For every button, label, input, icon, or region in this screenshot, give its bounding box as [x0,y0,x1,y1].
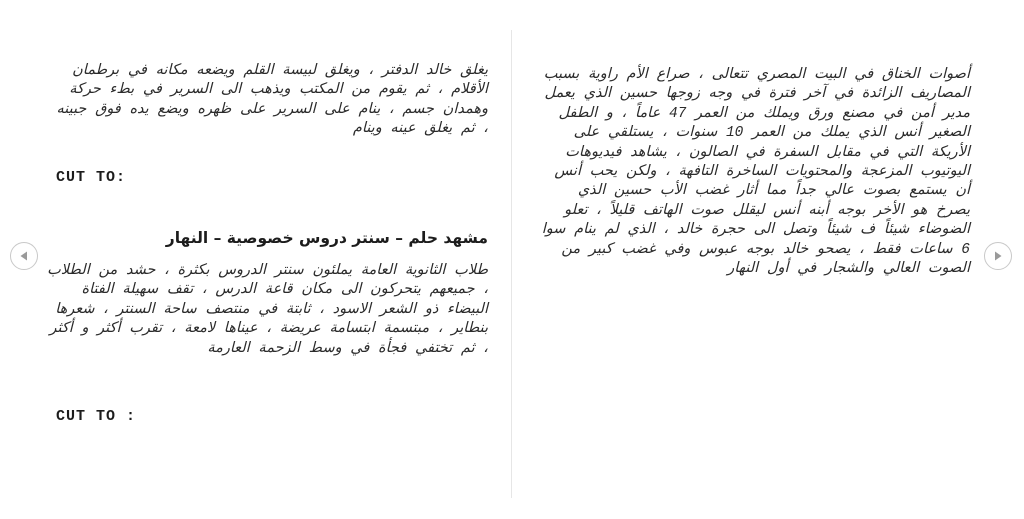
action-paragraph-right: أصوات الخناق في البيت المصري تتعالى ، صراع الأم راوية بسبب المصاريف الزائدة في آخر فترة في وجه زوجها حسين الذي يعمل مدير أمن في مصنع ورق ويملك من العمر 47 عاماً ، و الطفل الصغير أنس الذي يملك من العمر 10 سنوات ، يستلقي على الأريكة التي في مقابل السفرة في الصالون ، يشاهد فيديوهات اليوتيوب المزعجة والمحتويات الساخرة التافهة ، ولكن يحب أنس أن يستمع بصوت عالي جداً مما أثار غضب الأب حسين الذي يصرخ هو الأخر بوجه أبنه أنس ليقلل صوت الهاتف قليلاً ، تعلو الضوضاء شيئاً ف شيئاً وتصل الى حجرة خالد ، الذي لم ينام سوا 6 ساعات فقط ، يصحو خالد بوجه عبوس وفي غضب كبير من الصوت العالي والشجار في أول النهار [541,67,970,278]
cut-to-transition-2: CUT TO : [56,408,137,425]
previous-page-button[interactable] [10,242,38,270]
next-page-button[interactable] [984,242,1012,270]
action-paragraph-1: يغلق خالد الدفتر ، ويغلق لبيسة القلم ويضعه مكانه في برطمان الأقلام ، ثم يقوم من المكتب ويذهب الى السرير في بطء حركة وهمدان جسم ، ينام على السرير على ظهره ويضع يده فوق جبينه ، ثم يغلق عينه وينام [56,63,488,138]
cut-to-transition-1: CUT TO: [56,169,127,186]
left-page [46,30,512,498]
action-paragraph-2: طلاب الثانوية العامة يملئون سنتر الدروس بكثرة ، حشد من الطلاب ، جميعهم يتحركون الى مكان قاعة الدرس ، تقف سهيلة الفتاة البيضاء ذو الشعر الاسود ، ثابتة في منتصف ساحة السنتر ، شعرها بنطاير ، مبتسمة ابتسامة عريضة ، عيناها لامعة ، تقرب أكثر و أكثر ، ثم تختفي فجأة في وسط الزحمة العارمة [47,263,488,357]
chevron-right-icon [992,250,1004,262]
right-page [528,30,994,498]
scene-heading: مشهد حلم – سنتر دروس خصوصية – النهار [165,229,488,247]
chevron-left-icon [18,250,30,262]
